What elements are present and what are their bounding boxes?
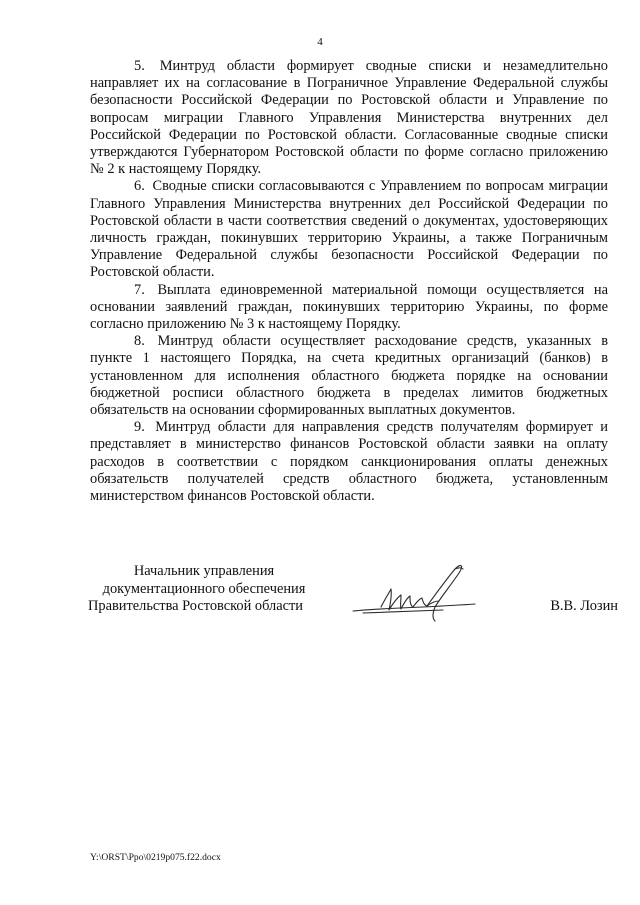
- paragraph-number: 6.: [134, 178, 145, 195]
- paragraph-text: Выплата единовременной материальной помощи осуществляется на основании заявлений граждан, покинувших территорию Украины, по форме согласно приложению № 3 к настоящему Порядку.: [90, 281, 608, 333]
- paragraph-number: 7.: [134, 281, 145, 298]
- signature-block: [88, 563, 618, 623]
- signatory-title-line: Правительства Ростовской области: [88, 598, 303, 615]
- paragraph-6: [90, 178, 608, 281]
- paragraph-number: 5.: [134, 58, 145, 74]
- paragraph-text: Сводные списки согласовываются с Управлением по вопросам миграции Главного Управления Министерства внутренних дел Российской Федерации по Ростовской области в части соответствия сведений о документах, удостоверяющих личность граждан, покинувших территорию Украины, а также Пограничным Управление Федеральной службы безопасности Российской Федерации по Ростовской области.: [90, 178, 608, 281]
- paragraph-number: 9.: [134, 419, 145, 436]
- handwritten-signature: [343, 563, 503, 623]
- paragraph-7: [90, 282, 608, 334]
- paragraph-text: Минтруд области для направления средств получателям формирует и представляет в министерство финансов Ростовской области заявки на оплату расходов в соответствии с порядком санкционирования оплаты денежных обязательств получателей средств областного бюджета, установленным министерством финансов Ростовской области.: [90, 419, 608, 505]
- paragraph-9: [90, 419, 608, 505]
- signatory-title: [88, 563, 320, 616]
- paragraph-8: [90, 333, 608, 419]
- paragraph-text: Минтруд области формирует сводные списки и незамедлительно направляет их на согласование в Пограничное Управление Федеральной службы безопасности Российской Федерации по Ростовской области и Управление по вопросам миграции Главного Управления Министерства внутренних дел Российской Федерации по Ростовской области. Согласованные сводные списки утверждаются Губернатором Ростовской области по форме согласно приложению № 2 к настоящему Порядку.: [90, 58, 608, 178]
- signatory-name: В.В. Лозин: [550, 598, 618, 614]
- paragraph-5: [90, 58, 608, 178]
- paragraph-text: Минтруд области осуществляет расходование средств, указанных в пункте 1 настоящего Порядка, на счета кредитных организаций (банков) в установленном для исполнения областного бюджета порядке на основании бюджетной росписи областного бюджета в пределах лимитов бюджетных обязательств на основании сформированных выплатных документов.: [90, 333, 608, 419]
- signatory-title-line: Начальник управления: [133, 563, 275, 579]
- signatory-title-line: документационного обеспечения: [102, 580, 306, 597]
- document-body: [90, 58, 608, 505]
- page-number: 4: [317, 36, 323, 48]
- paragraph-number: 8.: [134, 333, 145, 350]
- file-path-footer: Y:\ORST\Ppo\0219p075.f22.docx: [90, 852, 221, 863]
